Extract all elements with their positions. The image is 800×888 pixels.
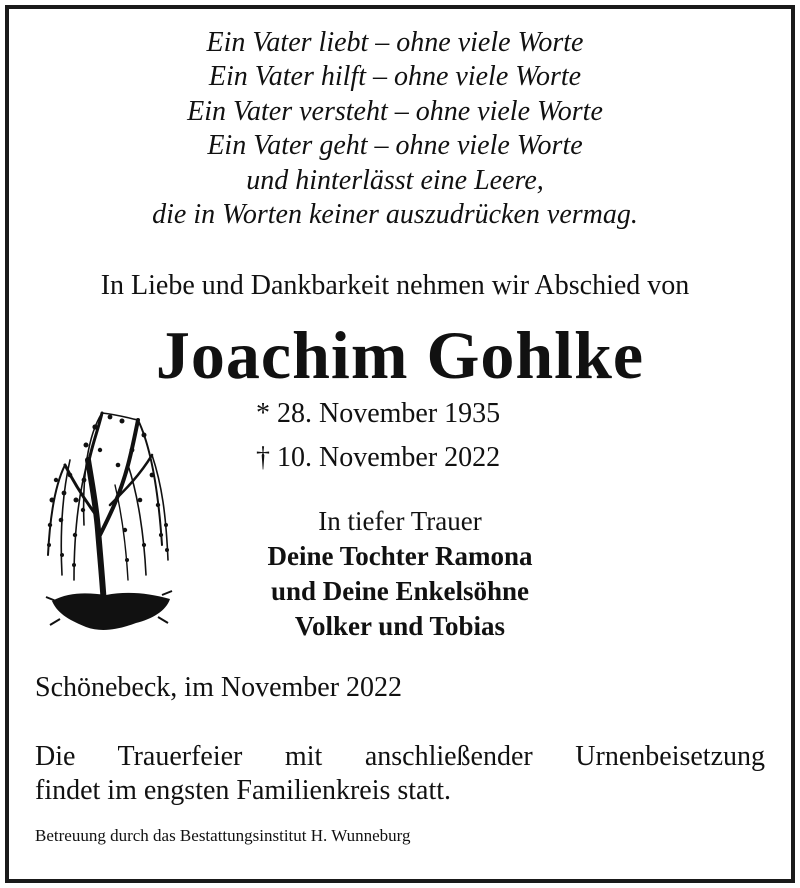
mourner-line: Volker und Tobias (294, 611, 506, 641)
poem (0, 26, 790, 232)
ceremony-line: findet im engsten Familienkreis statt. (35, 775, 452, 806)
mourners-block (210, 504, 590, 644)
poem-line: Ein Vater geht – ohne viele Worte (207, 130, 583, 162)
deceased-name: Joachim Gohlke (155, 317, 645, 393)
ceremony-notice (35, 740, 765, 808)
poem-line: die in Worten keiner auszudrücken vermag. (152, 199, 638, 231)
ceremony-line: Die Trauerfeier mit anschließender Urnenbeisetzung (35, 741, 765, 772)
death-date: † 10. November 2022 (256, 442, 501, 473)
mourners-heading: In tiefer Trauer (318, 506, 482, 536)
weeping-willow-icon (40, 405, 175, 637)
birth-date: * 28. November 1935 (256, 398, 501, 429)
farewell-intro: In Liebe und Dankbarkeit nehmen wir Abschied von (100, 270, 690, 301)
poem-line: Ein Vater hilft – ohne viele Worte (208, 61, 582, 93)
mourner-line: Deine Tochter Ramona (267, 541, 533, 571)
undertaker-credit: Betreuung durch das Bestattungsinstitut H. Wunneburg (35, 826, 411, 845)
poem-line: und hinterlässt eine Leere, (246, 164, 544, 196)
mourner-line: und Deine Enkelsöhne (270, 576, 530, 606)
poem-line: Ein Vater liebt – ohne viele Worte (206, 27, 584, 58)
poem-line: Ein Vater versteht – ohne viele Worte (187, 95, 603, 127)
place-and-date: Schönebeck, im November 2022 (35, 672, 403, 703)
